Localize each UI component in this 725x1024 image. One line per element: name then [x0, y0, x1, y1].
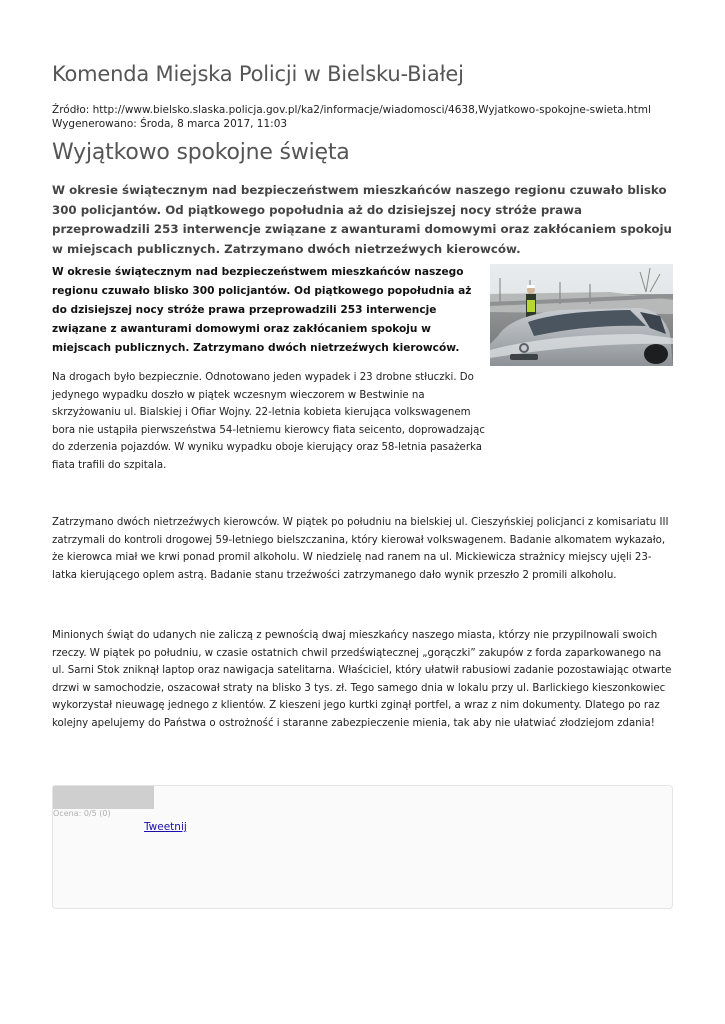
generated-line: Wygenerowano: Środa, 8 marca 2017, 11:03: [52, 118, 288, 130]
rating-stars[interactable]: [53, 786, 154, 809]
article-lead: W okresie świątecznym nad bezpieczeństwem mieszkańców naszego regionu czuwało blisko 300 policjantów. Od piątkowego popołudnia aż do dzisiejszej nocy stróże prawa przeprowadzili 253 interwencje związane z awanturami domowymi oraz zakłócaniem spokoju w miejscach publicznych. Zatrzymano dwóch nietrzeźwych kierowców.: [52, 183, 672, 256]
article-paragraph-3: Minionych świąt do udanych nie zaliczą z pewnością dwaj mieszkańcy naszego miasta, którzy nie przypilnowali swoich rzeczy. W piątek po południu, w czasie ostatnich chwil przedświątecznej „gorączki” zakupów z forda zaparkowanego na ul. Sarni Stok zniknął laptop oraz nawigacja satelitarna. Właściciel, który ułatwił rabusiowi zadanie pozostawiając otwarte drzwi w samochodzie, oszacował straty na blisko 3 tys. zł. Tego samego dnia w lokalu przy ul. Barlickiego kieszonkowiec wykorzystał nieuwagę jednego z klientów. Z kieszeni jego kurtki zginął portfel, a wraz z nim dokumenty. Dlatego po raz kolejny apelujemy do Państwa o ostrożność i staranne zabezpieczenie mienia, tak aby nie ułatwiać złodziejom zdania!: [52, 630, 672, 729]
article-title: Wyjątkowo spokojne święta: [52, 140, 350, 165]
article-paragraph-1: Na drogach było bezpiecznie. Odnotowano jeden wypadek i 23 drobne stłuczki. Do jedynego wypadku doszło w piątek wczesnym wieczorem w Bestwinie na skrzyżowaniu ul. Bialskiej i Ofiar Wojny. 22-letnia kobieta kierująca volkswagenem bora nie ustąpiła pierwszeństwa 54-letniemu kierowcy fiata seicento, doprowadzając do zderzenia pojazdów. W wyniku wypadku oboje kierujący oraz 58-letnia pasażerka fiata trafili do szpitala.: [52, 372, 485, 471]
article-intro: W okresie świątecznym nad bezpieczeństwem mieszkańców naszego regionu czuwało blisko 300 policjantów. Od piątkowego popołudnia aż do dzisiejszej nocy stróże prawa przeprowadzili 253 interwencje związane z awanturami domowymi oraz zakłócaniem spokoju w miejscach publicznych. Zatrzymano dwóch nietrzeźwych kierowców.: [52, 266, 472, 354]
document-meta: [52, 103, 651, 131]
source-line: Źródło: http://www.bielsko.slaska.policja.gov.pl/ka2/informacje/wiadomosci/4638,Wyjatkowo-spokojne-swieta.html: [52, 104, 651, 116]
article-paragraph-2: Zatrzymano dwóch nietrzeźwych kierowców. W piątek po południu na bielskiej ul. Cieszyńskiej policjanci z komisariatu III zatrzymali do kontroli drogowej 59-letniego bielszczanina, który kierował volkswagenem. Badanie alkomatem wykazało, że kierowca miał we krwi ponad promil alkoholu. W niedzielę nad ranem na ul. Mickiewicza strażnicy miejscy ujęli 23-latka kierującego oplem astrą. Badanie stanu trzeźwości zatrzymanego dało wynik przeszło 2 promili alkoholu.: [52, 517, 669, 581]
rating-text: Ocena: 0/5 (0): [53, 809, 111, 818]
site-title: Komenda Miejska Policji w Bielsku-Białej: [52, 62, 464, 86]
tweet-link[interactable]: Tweetnij: [144, 821, 187, 833]
article-photo: [490, 264, 673, 366]
rating-panel: [52, 785, 673, 909]
